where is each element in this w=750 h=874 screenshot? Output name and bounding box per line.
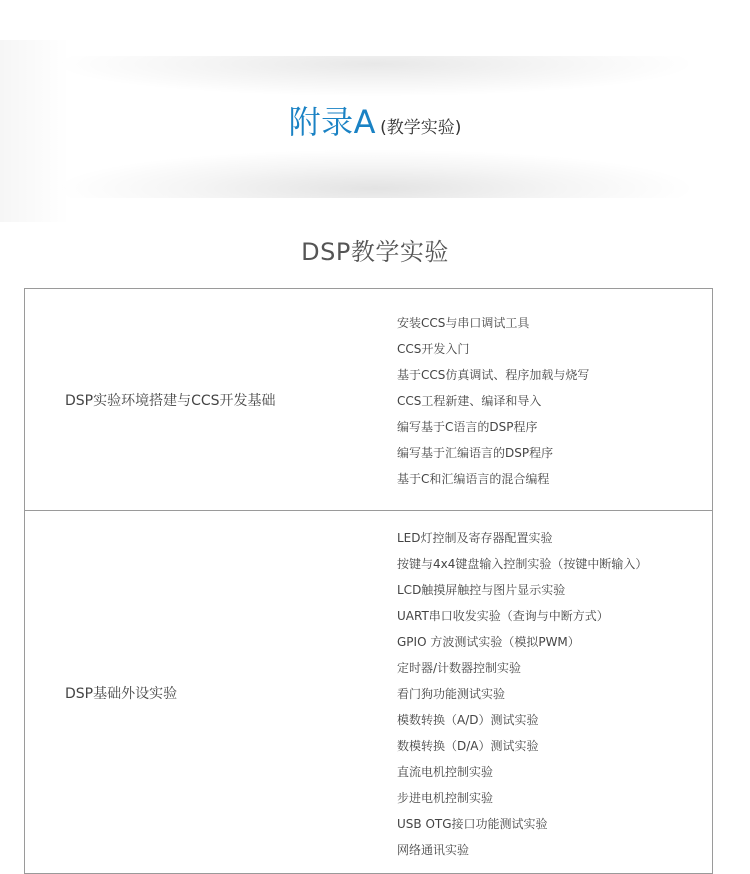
appendix-title: 附录A (288, 103, 377, 141)
list-item: 看门狗功能测试实验 (397, 687, 506, 701)
banner-bottom-shadow (60, 150, 690, 198)
experiment-group-environment (25, 289, 712, 511)
experiment-group-peripherals (25, 512, 712, 873)
experiment-list (397, 525, 647, 863)
list-item: 基于C和汇编语言的混合编程 (397, 472, 550, 486)
list-item: UART串口收发实验（查询与中断方式） (397, 609, 609, 623)
section-title: DSP教学实验 (301, 238, 449, 266)
list-item: 按键与4x4键盘输入控制实验（按键中断输入） (397, 557, 648, 571)
list-item: CCS开发入门 (397, 342, 470, 356)
group-label: DSP实验环境搭建与CCS开发基础 (65, 392, 276, 409)
list-item: 网络通讯实验 (397, 843, 470, 857)
list-item: CCS工程新建、编译和导入 (397, 394, 542, 408)
experiment-table (24, 288, 713, 874)
list-item: 编写基于C语言的DSP程序 (397, 420, 538, 434)
list-item: LCD触摸屏触控与图片显示实验 (397, 583, 566, 597)
appendix-subtitle: (教学实验) (380, 118, 462, 138)
list-item: 定时器/计数器控制实验 (397, 661, 522, 675)
list-item: 步进电机控制实验 (397, 791, 494, 805)
banner-top-shadow (60, 56, 690, 96)
list-item: 安装CCS与串口调试工具 (397, 316, 530, 330)
list-item: 基于CCS仿真调试、程序加载与烧写 (397, 368, 590, 382)
list-item: USB OTG接口功能测试实验 (397, 817, 548, 831)
list-item: 直流电机控制实验 (397, 765, 494, 779)
banner-title (0, 97, 750, 143)
list-item: LED灯控制及寄存器配置实验 (397, 531, 553, 545)
group-label: DSP基础外设实验 (65, 685, 178, 702)
list-item: 数模转换（D/A）测试实验 (397, 739, 539, 753)
list-item: GPIO 方波测试实验（模拟PWM） (397, 635, 580, 649)
list-item: 编写基于汇编语言的DSP程序 (397, 446, 554, 460)
appendix-banner (0, 0, 750, 222)
list-item: 模数转换（A/D）测试实验 (397, 713, 539, 727)
experiment-list (397, 310, 589, 492)
